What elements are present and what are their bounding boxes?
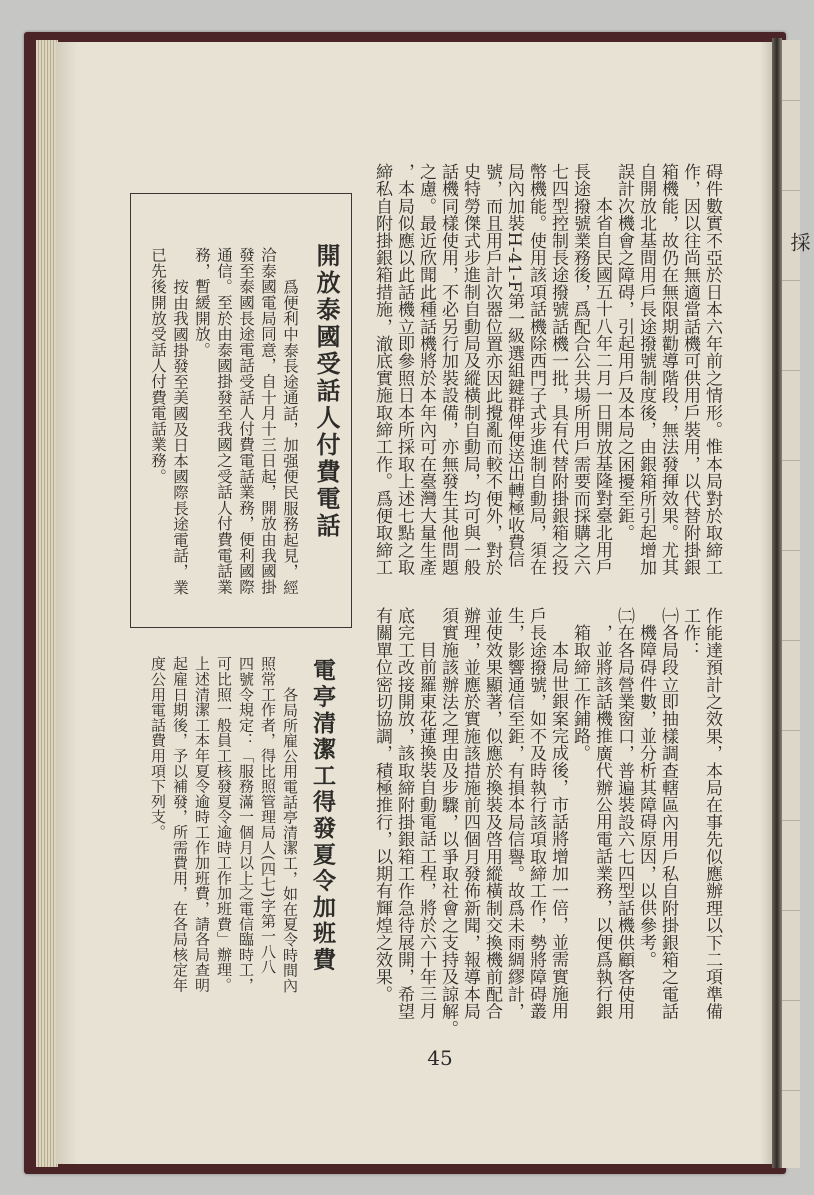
notice-overtime-body [147,656,301,1016]
article-lower-block [371,607,723,1052]
article-column: 締私自附掛銀箱措施，澈底實施取締工作。爲便取締工 [372,163,392,576]
article-column: 誤計次機會之障碍，引起用戶及本局之困擾至鉅。 [614,163,634,542]
article-column: 長途撥號業務後，爲配合公共場所用戶需要而採購之六 [570,163,590,576]
facing-page-edge [782,40,811,1168]
notice-column: 可比照一般員工核發夏令逾時工作加班費」辦理。 [215,656,233,993]
article-column: 七四型控制長途撥號話機一批，具有代替附掛銀箱之投 [548,163,568,576]
notice-thailand-title: 開放泰國受話人付費電話 [312,243,341,540]
page-edges [36,40,58,1167]
article-column: 並使效果顯著，似應於換裝及啓用縱橫制交換機前配合 [482,607,502,1020]
article-column: 箱取締工作鋪路。 [570,624,590,762]
article-column: 史特勞傑式步進制自動局及縱橫制自動局，均可與一般 [460,163,480,576]
notice-column: 四號令規定：「服務滿一個月以上之電信臨時工， [237,656,255,993]
article-column: 局內加裝H-41-F第一級選組鍵群俾便送出轉極收費信 [504,163,524,568]
article-column: 目前羅東花蓮換裝自動電話工程，將於六十年三月 [416,641,436,1020]
article-column: 辦理，並應於實施該措施前四個月發佈新聞，報導本局 [460,607,480,1020]
article-column: ，本局似應以此話機立即參照日本所採取上述七點之取 [394,163,414,576]
facing-page-text-fragment: 採 [787,232,811,252]
article-column: 作，因以往尚無適當話機可供用戶裝用，以代替附掛銀 [680,163,700,576]
article-column: 工作： [680,607,700,659]
notice-column: 按由我國掛發至美國及日本國際長途電話，業 [171,278,189,595]
article-column: 有關單位密切協調，積極推行，以期有輝煌之效果。 [372,607,392,1003]
article-column: ㈡在各局營業窗口，普遍裝設六七四型話機供顧客使用 [614,607,634,1020]
article-column: 本省自民國五十八年二月一日開放基隆對臺北用戶 [592,197,612,576]
notice-column: 起雇日期後，予以補發，所需費用，在各局核定年 [171,656,189,993]
article-column: 本局世銀案完成後，市話將增加一倍，並需實施用 [548,641,568,1020]
notice-column: 洽泰國電局同意，自十月十三日起，開放由我國掛 [259,247,277,595]
article-column: 須實施該辦法之理由及步驟，以爭取社會之支持及諒解。 [438,607,458,1037]
notice-column: 發至泰國長途電話受話人付費電話業務，便利國際 [237,247,255,595]
article-column: 話機同樣使用，不必另行加裝設備，亦無發生其他問題 [438,163,458,576]
article-upper-block [371,163,723,595]
article-column: 戶長途撥號，如不及時執行該項取締工作，勢將障碍叢 [526,607,546,1020]
article-column: 機障碍件數，並分析其障碍原因，以供參考。 [636,624,656,969]
notice-column: 已先後開放受話人付費電話業務。 [149,247,167,484]
notice-column: 爲便利中泰長途通話，加强便民服務起見，經 [281,278,299,595]
article-column: ㈠各局段立即抽樣調查轄區內用戶私自附掛銀箱之電話 [658,607,678,1020]
notice-column: 度公用電話費用項下列支。 [149,656,167,840]
notice-column: 務，暫緩開放。 [193,247,211,358]
notice-column: 上述清潔工本年夏令逾時工作加班費，請各局查明 [193,656,211,993]
article-column: 作能達預計之效果，本局在事先似應辦理以下二項準備 [702,607,722,1020]
book-gutter [772,38,782,1168]
notice-column: 照常工作者，得比照管理局人(四七)字第一八八 [259,656,277,975]
article-column: 箱機能，故仍在無限期勸導階段，無法發揮效果。尤其 [658,163,678,576]
page-number: 45 [427,1046,453,1070]
article-column: 之慮。最近欣聞此種話機將於本年內可在臺灣大量生產 [416,163,436,576]
article-column: ，並將該話機推廣代辦公用電話業務，以便爲執行銀 [592,624,612,1020]
notice-column: 各局所雇公用電話亭清潔工，如在夏令時間內 [281,686,299,993]
notice-overtime-title: 電亭清潔工得發夏令加班費 [309,658,336,974]
article-column: 底完工改接開放，該取締附掛銀箱工作急待展開，希望 [394,607,414,1020]
notice-column: 通信。至於由泰國掛發至我國之受話人付費電話業 [215,247,233,595]
article-column: 生，影響通信至鉅，有損本局信譽。故爲未雨綢繆計， [504,607,524,1020]
notice-thailand-body [147,247,301,617]
article-column: 號，而且用戶計次器位置亦因此攪亂而較不便外，對於 [482,163,502,576]
article-column: 自開放北基間用戶長途撥號制度後，由銀箱所引起增加 [636,163,656,576]
article-column: 幣機能。使用該項話機除西門子式步進制自動局，須在 [526,163,546,576]
article-column: 碍件數實不亞於日本六年前之情形。惟本局對於取締工 [702,163,722,576]
